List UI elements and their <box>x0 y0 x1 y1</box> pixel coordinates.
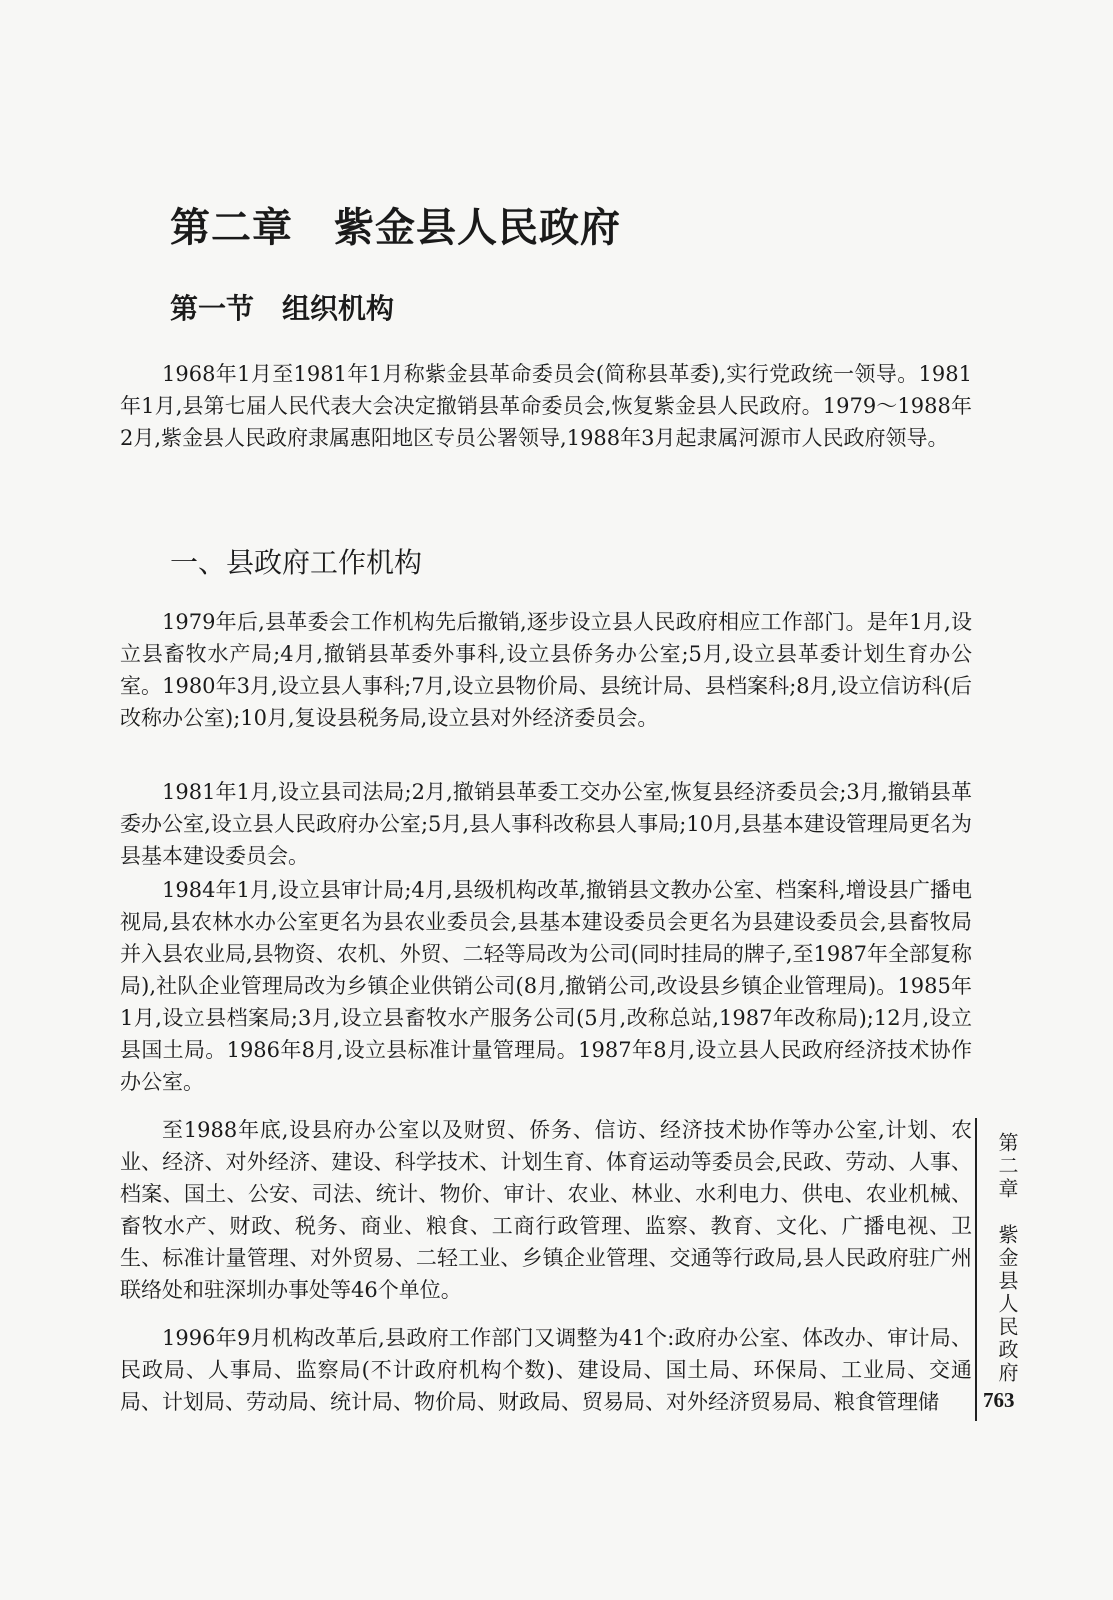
paragraph: 1968年1月至1981年1月称紫金县革命委员会(简称县革委),实行党政统一领导。1981年1月,县第七届人民代表大会决定撤销县革命委员会,恢复紫金县人民政府。1979～1988年2月,紫金县人民政府隶属惠阳地区专员公署领导,1988年3月起隶属河源市人民政府领导。 <box>120 362 972 450</box>
paragraph: 1984年1月,设立县审计局;4月,县级机构改革,撤销县文教办公室、档案科,增设县广播电视局,县农林水办公室更名为县农业委员会,县基本建设委员会更名为县建设委员会,县畜牧局并入县农业局,县物资、农机、外贸、二轻等局改为公司(同时挂局的牌子,至1987年全部复称局),社队企业管理局改为乡镇企业供销公司(8月,撤销公司,改设县乡镇企业管理局)。1985年1月,设立县档案局;3月,设立县畜牧水产服务公司(5月,改称总站,1987年改称局);12月,设立县国土局。1986年8月,设立县标准计量管理局。1987年8月,设立县人民政府经济技术协作办公室。 <box>120 878 972 1094</box>
subsection-title: 一、县政府工作机构 <box>170 546 423 579</box>
running-chapter-label: 第二章 紫金县人民政府 <box>995 1132 1019 1385</box>
paragraph: 1981年1月,设立县司法局;2月,撤销县革委工交办公室,恢复县经济委员会;3月,撤销县革委办公室,设立县人民政府办公室;5月,县人事科改称县人事局;10月,县基本建设管理局更名为县基本建设委员会。 <box>120 780 972 868</box>
section-title: 第一节 组织机构 <box>170 292 395 325</box>
chapter-title: 第二章 紫金县人民政府 <box>170 204 621 251</box>
paragraph: 1996年9月机构改革后,县政府工作部门又调整为41个:政府办公室、体改办、审计局、民政局、人事局、监察局(不计政府机构个数)、建设局、国土局、环保局、工业局、交通局、计划局、劳动局、统计局、物价局、财政局、贸易局、对外经济贸易局、粮食管理储 <box>120 1326 972 1414</box>
page-number: 763 <box>983 1388 1015 1412</box>
paragraph: 1979年后,县革委会工作机构先后撤销,逐步设立县人民政府相应工作部门。是年1月,设立县畜牧水产局;4月,撤销县革委外事科,设立县侨务办公室;5月,设立县革委计划生育办公室。1980年3月,设立县人事科;7月,设立县物价局、县统计局、县档案科;8月,设立信访科(后改称办公室);10月,复设县税务局,设立县对外经济委员会。 <box>120 610 972 730</box>
paragraph: 至1988年底,设县府办公室以及财贸、侨务、信访、经济技术协作等办公室,计划、农业、经济、对外经济、建设、科学技术、计划生育、体育运动等委员会,民政、劳动、人事、档案、国土、公安、司法、统计、物价、审计、农业、林业、水利电力、供电、农业机械、畜牧水产、财政、税务、商业、粮食、工商行政管理、监察、教育、文化、广播电视、卫生、标准计量管理、对外贸易、二轻工业、乡镇企业管理、交通等行政局,县人民政府驻广州联络处和驻深圳办事处等46个单位。 <box>120 1118 972 1302</box>
margin-divider <box>975 1118 977 1421</box>
